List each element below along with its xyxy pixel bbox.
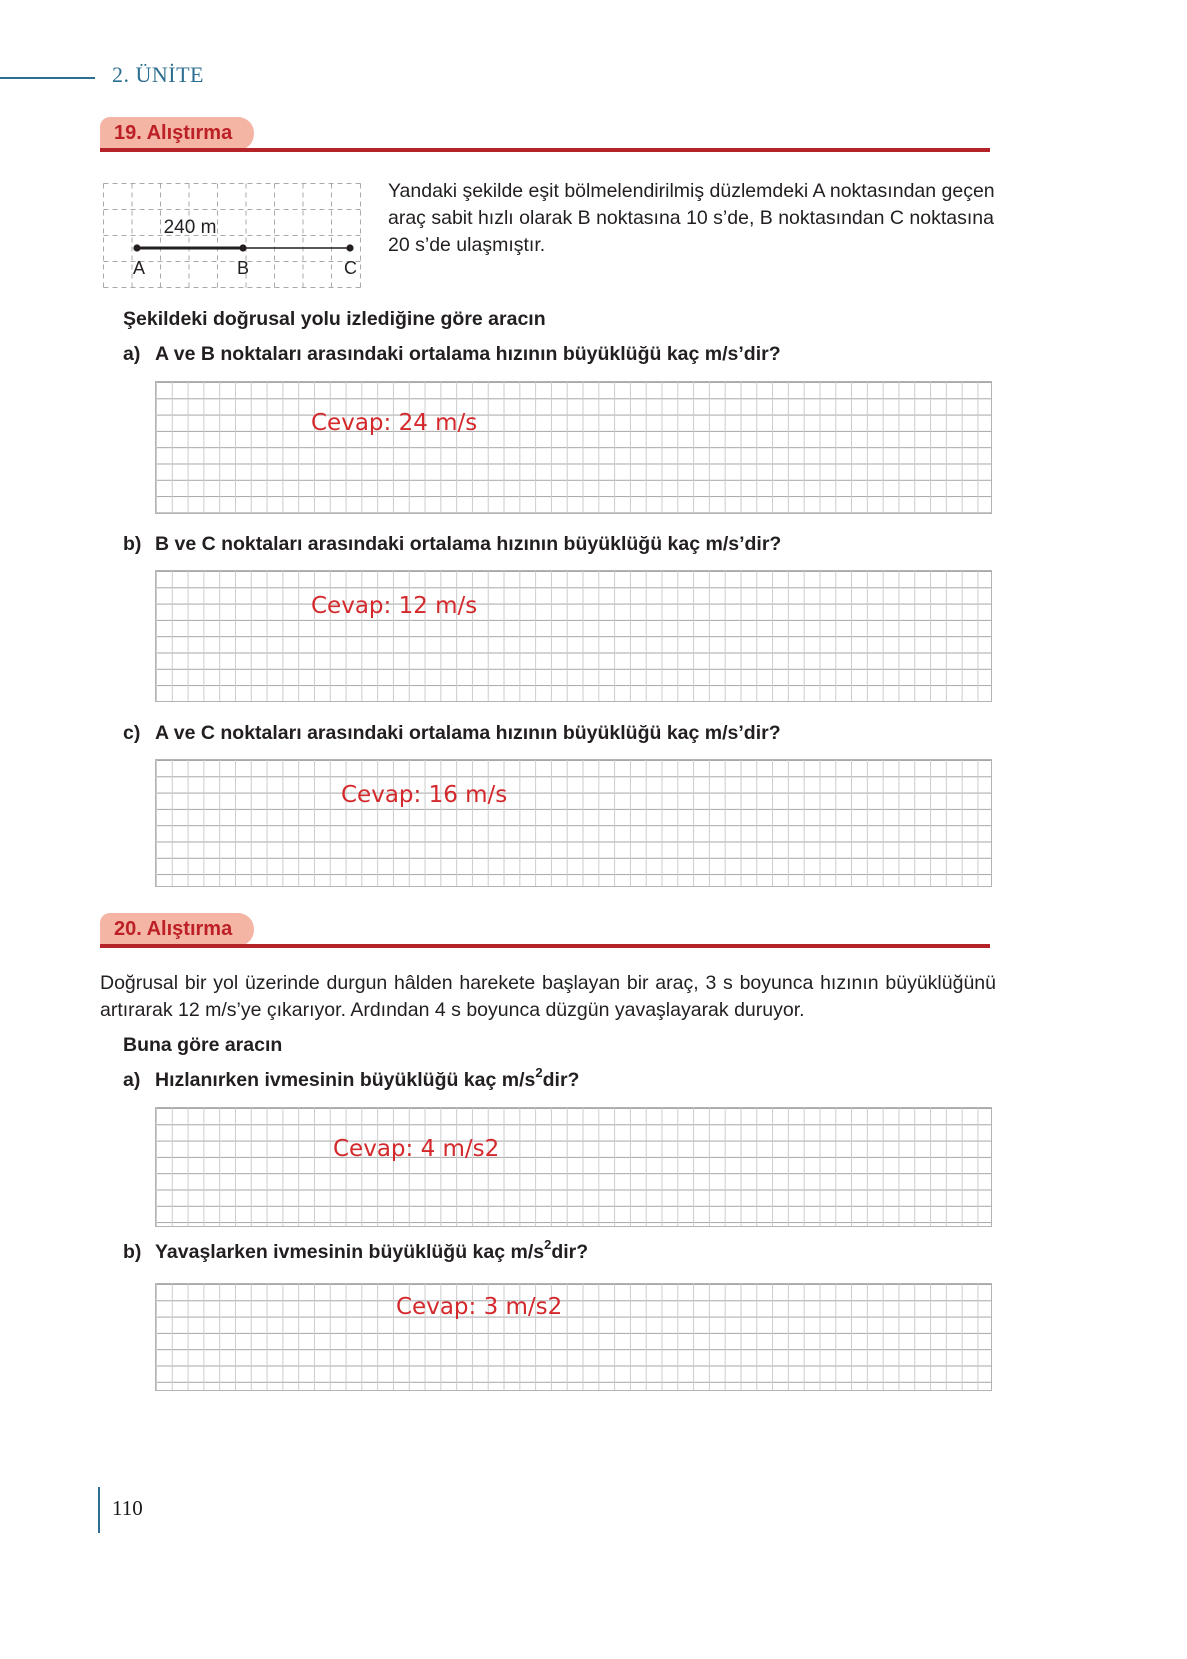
distance-label: 240 m: [163, 217, 217, 238]
answer-area-20a: [155, 1107, 992, 1227]
answer-20b: Cevap: 3 m/s2: [396, 1294, 563, 1320]
answer-19c: Cevap: 16 m/s: [341, 782, 508, 808]
question-19c: [123, 722, 781, 745]
exercise-19-intro: Yandaki şekilde eşit bölmelendirilmiş düzlemdeki A noktasından geçen araç sabit hızlı olarak B noktasına 10 s’de, B noktasından C noktasına 20 s’de ulaşmıştır.: [388, 180, 995, 256]
exercise-19-badge: 19. Alıştırma: [100, 117, 254, 150]
question-20a-sup: 2: [535, 1064, 543, 1080]
answer-19b: Cevap: 12 m/s: [311, 593, 478, 619]
footer-accent-bar: [98, 1487, 100, 1533]
answer-20a: Cevap: 4 m/s2: [333, 1136, 500, 1162]
question-19a: [123, 343, 781, 366]
question-19a-text: A ve B noktaları arasındaki ortalama hızının büyüklüğü kaç m/s’dir?: [155, 343, 781, 365]
exercise-20-rule: [100, 944, 990, 948]
point-a-label: A: [133, 258, 146, 278]
motion-diagram: [103, 183, 361, 288]
answer-area-20b: [155, 1283, 992, 1391]
exercise-20-badge: 20. Alıştırma: [100, 913, 254, 946]
unit-title: 2. ÜNİTE: [112, 62, 204, 87]
question-20a-text: Hızlanırken ivmesinin büyüklüğü kaç $m/s^2dir$?: [155, 1064, 580, 1091]
exercise-20-intro: Doğrusal bir yol üzerinde durgun hâlden harekete başlayan bir araç, 3 s boyunca hızının büyüklüğünü artırarak 12 m/s’ye çıkarıyor. Ardından 4 s boyunca düzgün yavaşlayarak duruyor.: [100, 972, 996, 1021]
question-20b-sup: 2: [544, 1236, 552, 1252]
motion-diagram-svg: [103, 183, 361, 288]
question-20a-label: a): [123, 1069, 141, 1091]
point-b-label: B: [237, 258, 250, 278]
answer-area-19b: [155, 570, 992, 702]
point-c-dot: [346, 244, 353, 251]
question-19c-text: A ve C noktaları arasındaki ortalama hızının büyüklüğü kaç m/s’dir?: [155, 722, 781, 744]
question-19b-label: b): [123, 533, 142, 555]
answer-19a: Cevap: 24 m/s: [311, 410, 478, 436]
answer-area-19c: [155, 759, 992, 887]
exercise-19-rule: [100, 148, 990, 152]
exercise-19-heading: Şekildeki doğrusal yolu izlediğine göre aracın: [123, 308, 546, 330]
point-a-dot: [133, 244, 140, 251]
point-c-label: C: [344, 258, 357, 278]
question-20b: [123, 1236, 589, 1264]
question-19a-label: a): [123, 343, 141, 365]
question-19c-label: c): [123, 722, 141, 744]
answer-area-19a: [155, 381, 992, 514]
unit-header-rule: [0, 77, 95, 79]
question-19b: [123, 533, 781, 556]
exercise-20-heading: Buna göre aracın: [123, 1034, 283, 1056]
question-20b-label: b): [123, 1241, 142, 1263]
question-20a: [123, 1064, 580, 1092]
page-number: 110: [112, 1496, 143, 1520]
question-20b-text: Yavaşlarken ivmesinin büyüklüğü kaç $m/s^2dir$?: [155, 1236, 589, 1263]
point-b-dot: [239, 244, 246, 251]
question-19b-text: B ve C noktaları arasındaki ortalama hızının büyüklüğü kaç m/s’dir?: [155, 533, 782, 555]
